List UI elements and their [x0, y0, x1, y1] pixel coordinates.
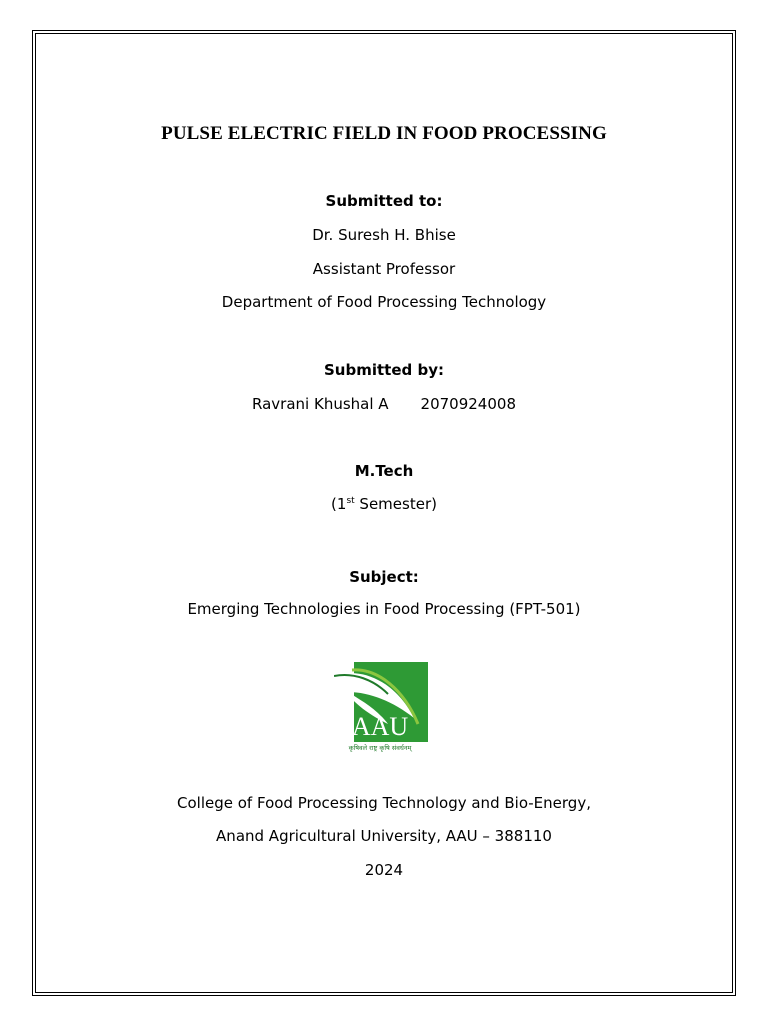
logo-tagline: कृषिवले राष्ट्र कृषि संवर्धनम्: [348, 744, 412, 752]
guide-designation: Assistant Professor: [312, 260, 456, 278]
year: 2024: [364, 861, 404, 879]
student-name: Ravrani Khushal A: [252, 395, 389, 413]
guide-department: Department of Food Processing Technology: [221, 293, 547, 311]
aau-logo: [334, 662, 430, 754]
degree: M.Tech: [354, 462, 414, 480]
submitted-by-heading: Submitted by:: [324, 361, 444, 379]
submitted-to-heading: Submitted to:: [325, 192, 443, 210]
university-name: Anand Agricultural University, AAU – 388110: [216, 827, 552, 845]
roll-number: 2070924008: [420, 395, 516, 413]
subject-heading: Subject:: [349, 568, 419, 586]
guide-name: Dr. Suresh H. Bhise: [312, 226, 456, 244]
subject-name: Emerging Technologies in Food Processing (FPT-501): [187, 600, 581, 618]
college-name: College of Food Processing Technology and Bio-Energy,: [177, 794, 591, 812]
semester-line: [0, 494, 768, 514]
logo-text: AAU: [351, 712, 409, 741]
student-line: [0, 394, 768, 414]
semester-superscript: st: [346, 496, 355, 506]
semester-close: Semester): [354, 495, 437, 513]
semester-open: (1: [331, 495, 347, 513]
aau-logo-graphic: [334, 662, 430, 754]
document-title: PULSE ELECTRIC FIELD IN FOOD PROCESSING: [161, 123, 607, 144]
